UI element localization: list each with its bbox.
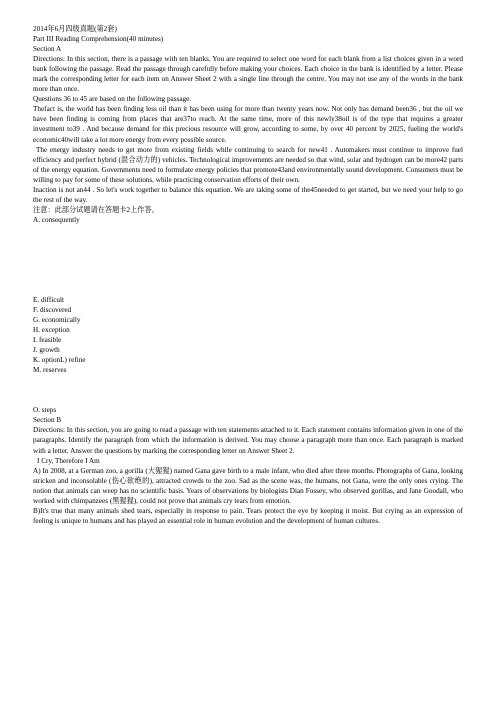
passage-paragraph-b: B)It's true that many animals shed tears, especially in response to pain. Tears protect the eye by keeping it moist. But crying as an expression of feeling is unique to humans and has played an essential role in human evolution and the development of human cultures. xyxy=(33,506,463,525)
section-a-title: Section A xyxy=(33,45,62,54)
word-bank-option: J. growth xyxy=(33,346,60,355)
section-b-title: Section B xyxy=(33,416,62,425)
word-bank-group-3 xyxy=(33,405,463,415)
document-header: 2014年6月四级真题(第2套) xyxy=(33,25,117,33)
passage-paragraph-a: A) In 2008, at a German zoo, a gorilla (大猩猩) named Gana gave birth to a male infant, who died after three months. Photographs of Gana, looking stricken and inconsolable (伤心欲绝的), attracted crowds to the zoo. Sad as the scene was, the humans, not Gana, were the only ones crying. The notion that animals can weep has no scientific basis. Years of observations by biologists Dian Fossey, who observed gorillas, and Jane Goodall, who worked with chimpanzees (黑猩猩), could not prove that animals cry tears from emotion. xyxy=(33,466,463,505)
word-bank-option: I. feasible xyxy=(33,336,62,345)
word-bank-group-1 xyxy=(33,215,463,225)
word-bank-option: G. economically xyxy=(33,316,81,325)
passage-title: I Cry, Therefore I Am xyxy=(37,456,100,465)
questions-note: Questions 36 to 45 are based on the following passage. xyxy=(33,95,192,104)
passage-paragraph-2: The energy industry needs to get more from existing fields while continuing to search for new41 . Automakers must continue to improve fuel efficiency and perfect hybrid (混合动力的) vehicles. Technological improvements are needed so that wind, solar and hydrogen can be more42 parts of the energy equation. Governments need to formulate energy policies that promote43and environmentally sound development. Consumers must be willing to pay for some of these solutions, while practicing conservation efforts of their own. xyxy=(33,145,463,184)
word-bank-option: E. difficult xyxy=(33,295,65,304)
passage-paragraph-3: Inaction is not an44 . So let's work together to balance this equation. We are taking some of the45needed to get started, but we need your help to go the rest of the way. xyxy=(33,185,463,204)
section-a-directions: Directions: In this section, there is a passage with ten blanks. You are required to select one word for each blank from a list choices given in a word bank following the passage. Read the passage through carefully before making your choices. Each choice in the bank is identified by a letter. Please mark the corresponding letter for each item on Answer Sheet 2 with a single line through the centre. You may not use any of the words in the bank more than once. xyxy=(33,55,463,94)
word-bank-option: A. consequently xyxy=(33,215,80,224)
answer-sheet-note: 注意：此部分试题请在答题卡2上作答。 xyxy=(33,205,159,214)
word-bank-option: M. reserves xyxy=(33,366,67,375)
word-bank-option: F. discovered xyxy=(33,305,72,314)
passage-paragraph-1: Thefact is, the world has been finding less oil than it has been using for more than twenty years now. Not only has demand been36 , but the oil we have been finding is coming from places that are37to reach. At the same time, more of this newly38oil is of the type that requires a greater investment to39 . And because demand for this precious resource will grow, according to some, by over 40 percent by 2025, fueling the world's economic40will take a lot more energy from every possible source. xyxy=(33,105,463,144)
part-title: Part III Reading Comprehension(40 minutes) xyxy=(33,35,164,44)
document-page xyxy=(33,24,463,526)
word-bank-group-2 xyxy=(33,295,463,375)
word-bank-option: O. steps xyxy=(33,406,57,415)
section-b-directions: Directions: In this section, you are going to read a passage with ten statements attached to it. Each statement contains information given in one of the paragraphs. Identify the paragraph from which the information is derived. You may choose a paragraph more than once. Each paragraph is marked with a letter. Answer the questions by marking the corresponding letter on Answer Sheet 2. xyxy=(33,426,463,455)
word-bank-option: H. exception xyxy=(33,326,70,335)
word-bank-option: K. optionL) refine xyxy=(33,356,86,365)
